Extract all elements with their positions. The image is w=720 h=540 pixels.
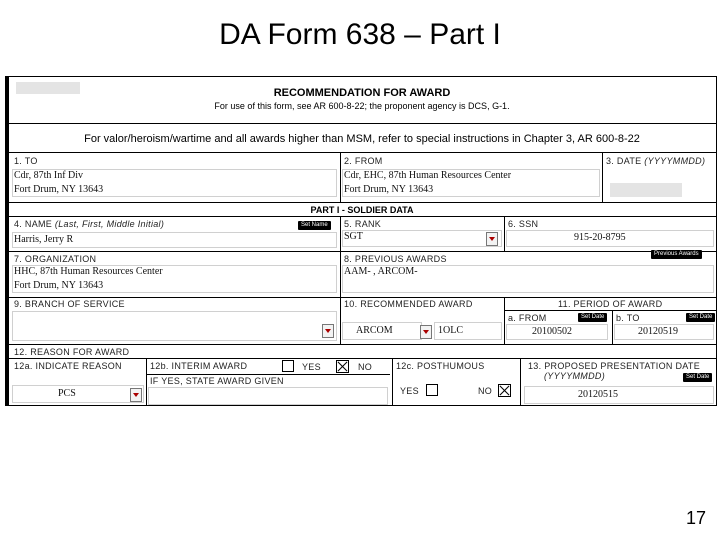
period-label: 11. PERIOD OF AWARD	[558, 299, 663, 309]
posthumous-no-label: NO	[478, 386, 493, 396]
divider	[340, 251, 341, 297]
part-title: PART I - SOLDIER DATA	[310, 205, 414, 215]
to-set-date-button[interactable]: Set Date	[686, 313, 715, 322]
divider	[602, 152, 603, 202]
presentation-set-date-button[interactable]: Set Date	[683, 373, 712, 382]
to-label: 1. TO	[14, 156, 38, 166]
to-line1: Cdr, 87th Inf Div	[14, 170, 84, 181]
rank-label: 5. RANK	[344, 219, 382, 229]
divider	[340, 216, 341, 251]
from-line1: Cdr, EHC, 87th Human Resources Center	[344, 170, 512, 181]
period-to-value: 20120519	[638, 326, 678, 337]
from-line2: Fort Drum, NY 13643	[344, 184, 434, 195]
divider	[504, 297, 505, 344]
presentation-date-field[interactable]	[524, 386, 714, 404]
period-to-label: b. TO	[616, 313, 640, 323]
divider	[520, 358, 521, 406]
branch-field[interactable]	[12, 311, 337, 341]
interim-award-sublabel: IF YES, STATE AWARD GIVEN	[150, 376, 284, 386]
divider	[9, 123, 717, 124]
rank-value: SGT	[344, 231, 363, 242]
rank-dropdown-icon[interactable]	[486, 232, 498, 246]
presentation-date-value: 20120515	[578, 389, 618, 400]
posthumous-no-checkbox[interactable]	[498, 384, 511, 397]
form-subheading: For use of this form, see AR 600-8-22; the proponent agency is DCS, G-1.	[214, 101, 510, 111]
form-heading: RECOMMENDATION FOR AWARD	[273, 87, 451, 99]
ssn-label: 6. SSN	[508, 219, 539, 229]
recommended-award-dropdown-icon[interactable]	[420, 325, 432, 339]
previous-awards-label: 8. PREVIOUS AWARDS	[344, 254, 447, 264]
slide-title: DA Form 638 – Part I	[219, 18, 501, 51]
posthumous-label: 12c. POSTHUMOUS	[396, 361, 485, 371]
presentation-date-format: (YYYYMMDD)	[544, 371, 605, 381]
divider	[340, 152, 341, 202]
divider	[340, 297, 341, 344]
previous-awards-value: AAM- , ARCOM-	[344, 266, 418, 277]
period-from-value: 20100502	[532, 326, 572, 337]
divider	[9, 358, 717, 359]
interim-no-checkbox[interactable]	[336, 360, 349, 373]
interim-no-label: NO	[358, 362, 373, 372]
recommended-award-label: 10. RECOMMENDED AWARD	[344, 299, 473, 309]
reason-header: 12. REASON FOR AWARD	[14, 347, 130, 357]
rank-field[interactable]	[342, 230, 502, 247]
name-label: 4. NAME (Last, First, Middle Initial)	[14, 219, 165, 229]
presentation-date-label: 13. PROPOSED PRESENTATION DATE	[528, 361, 701, 371]
page-number: 17	[685, 508, 706, 528]
divider	[9, 344, 717, 345]
form-instruction: For valor/heroism/wartime and all awards higher than MSM, refer to special instructions in Chapter 3, AR 600-8-22	[84, 133, 640, 145]
divider	[612, 310, 613, 344]
indicate-reason-value: PCS	[58, 388, 76, 399]
form-left-border	[6, 77, 9, 405]
divider	[9, 297, 717, 298]
reason-dropdown-icon[interactable]	[130, 388, 142, 402]
previous-awards-button[interactable]: Previous Awards	[651, 250, 702, 259]
recommended-award-value: ARCOM	[356, 325, 393, 336]
branch-label: 9. BRANCH OF SERVICE	[14, 299, 125, 309]
divider	[9, 152, 717, 153]
to-line2: Fort Drum, NY 13643	[14, 184, 104, 195]
organization-line1: HHC, 87th Human Resources Center	[14, 266, 163, 277]
indicate-reason-field[interactable]	[12, 385, 144, 403]
posthumous-yes-checkbox[interactable]	[426, 384, 438, 396]
divider	[504, 216, 505, 251]
award-qualifier-value: 1OLC	[438, 325, 463, 336]
ssn-value: 915-20-8795	[574, 232, 626, 243]
from-set-date-button[interactable]: Set Date	[578, 313, 607, 322]
organization-label: 7. ORGANIZATION	[14, 254, 97, 264]
divider	[9, 216, 717, 217]
organization-line2: Fort Drum, NY 13643	[14, 280, 104, 291]
interim-yes-label: YES	[302, 362, 321, 372]
divider	[9, 202, 717, 203]
divider	[9, 251, 717, 252]
from-label: 2. FROM	[344, 156, 383, 166]
date-field[interactable]	[610, 183, 682, 197]
set-name-button[interactable]: Set Name	[298, 221, 331, 230]
indicate-reason-label: 12a. INDICATE REASON	[14, 361, 122, 371]
divider	[146, 374, 390, 375]
divider	[392, 358, 393, 406]
interim-yes-checkbox[interactable]	[282, 360, 294, 372]
interim-award-label: 12b. INTERIM AWARD	[150, 361, 248, 371]
divider	[504, 310, 717, 311]
name-value: Harris, Jerry R	[14, 234, 74, 245]
interim-award-field[interactable]	[148, 387, 388, 405]
branch-dropdown-icon[interactable]	[322, 324, 334, 338]
award-form	[5, 76, 717, 406]
date-label: 3. DATE (YYYYMMDD)	[606, 156, 706, 166]
period-from-label: a. FROM	[508, 313, 547, 323]
divider	[146, 358, 147, 406]
posthumous-yes-label: YES	[400, 386, 419, 396]
